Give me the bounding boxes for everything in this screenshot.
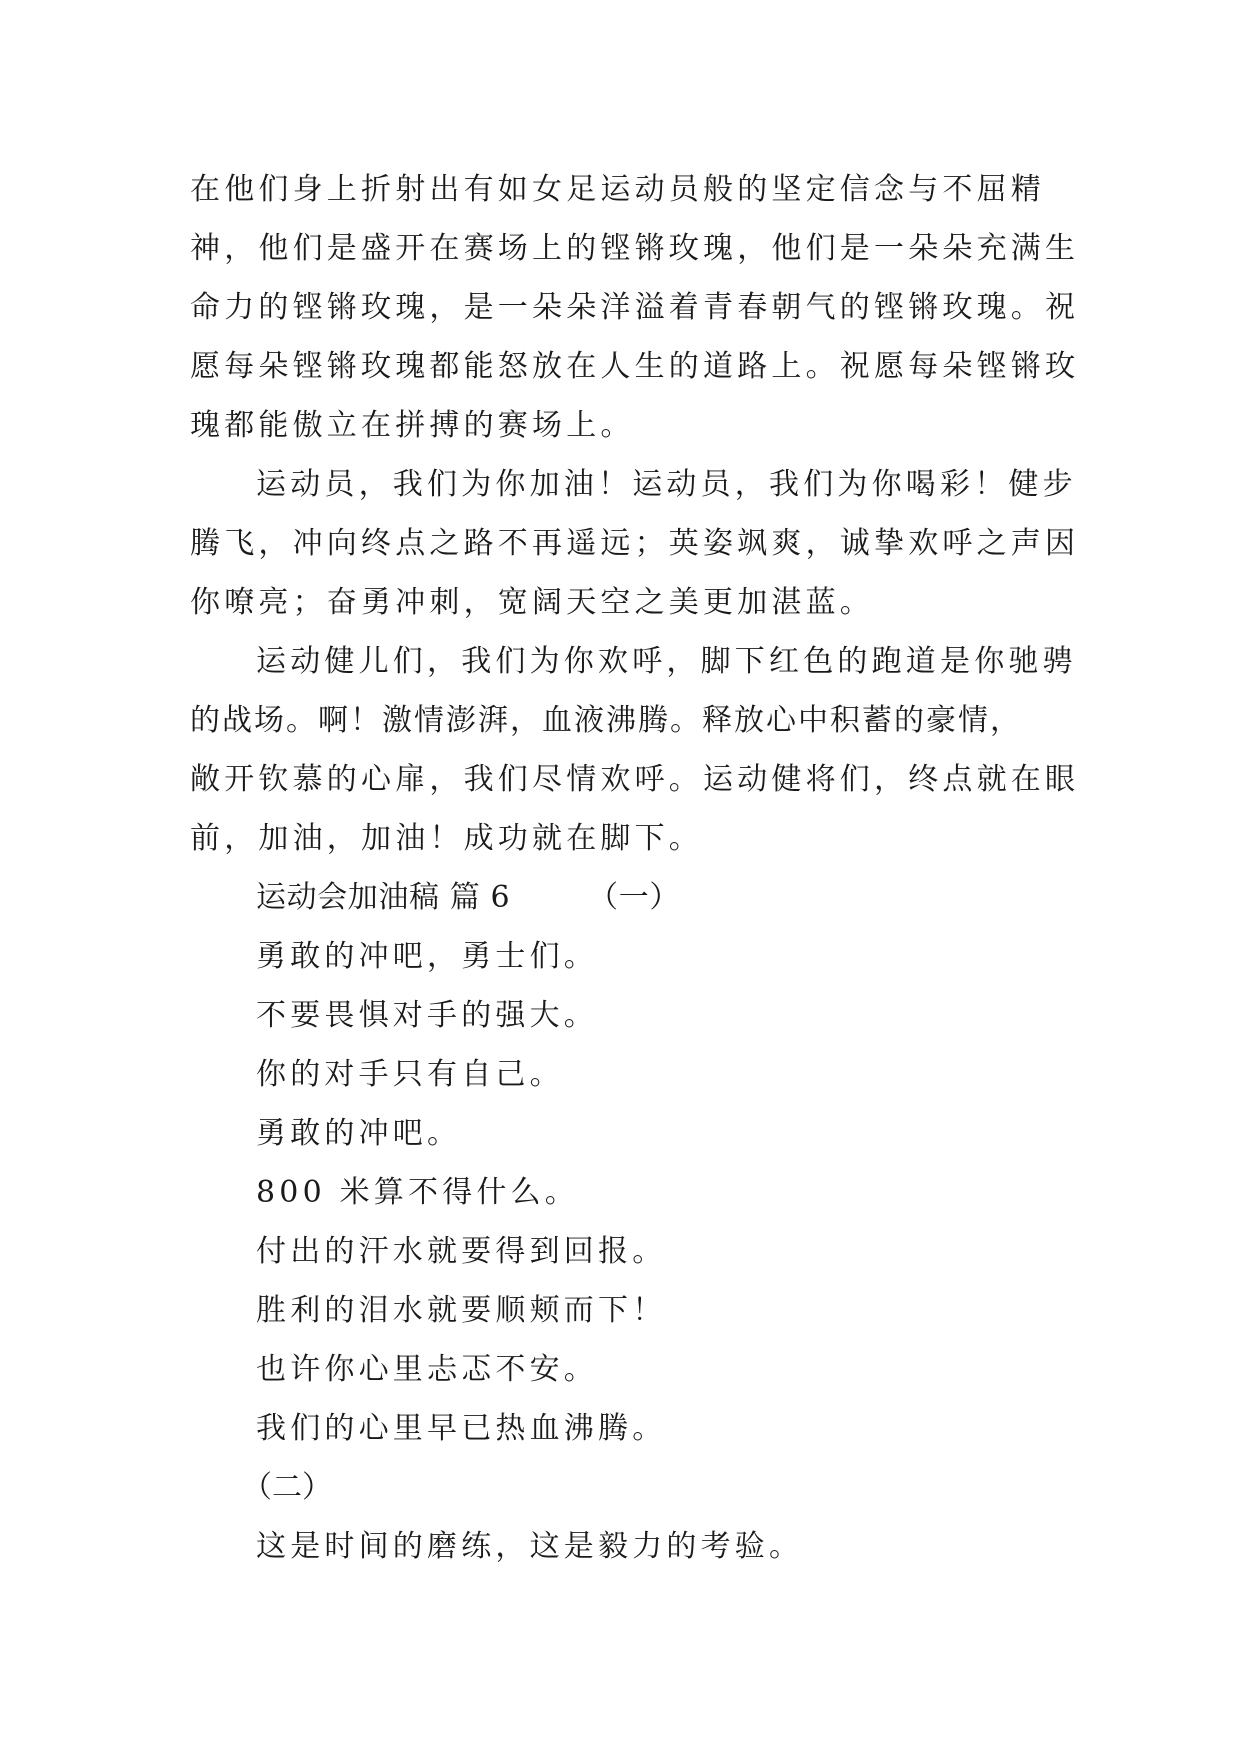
- poem-line: 胜利的泪水就要顺颊而下！: [256, 1293, 667, 1328]
- section-part-label: （一）: [588, 880, 680, 915]
- paragraph-3: [190, 632, 1080, 868]
- text-line: 瑰都能傲立在拼搏的赛场上。: [190, 408, 635, 443]
- poem-line: 勇敢的冲吧，勇士们。: [256, 939, 598, 974]
- text-line: 在他们身上折射出有如女足运动员般的坚定信念与不屈精: [190, 172, 1045, 207]
- text-line: 运动健儿们，我们为你欢呼，脚下红色的跑道是你驰骋: [256, 644, 1077, 679]
- document-body: [190, 160, 1080, 1576]
- text-line: 你嘹亮；奋勇冲刺，宽阔天空之美更加湛蓝。: [190, 585, 874, 620]
- text-line: 腾飞，冲向终点之路不再遥远；英姿飒爽，诚挚欢呼之声因: [190, 526, 1080, 561]
- text-line: 命力的铿锵玫瑰，是一朵朵洋溢着青春朝气的铿锵玫瑰。祝: [190, 290, 1080, 325]
- text-line: 神，他们是盛开在赛场上的铿锵玫瑰，他们是一朵朵充满生: [190, 231, 1080, 266]
- poem-part-2: [190, 1517, 1070, 1576]
- text-line: 的战场。啊！激情澎湃，血液沸腾。释放心中积蓄的豪情，: [190, 703, 1022, 738]
- part-2-label: （二）: [242, 1470, 332, 1505]
- text-line: 运动员，我们为你加油！运动员，我们为你喝彩！健步: [256, 467, 1077, 502]
- paragraph-2: [190, 455, 1080, 632]
- section-heading: [190, 868, 1070, 927]
- section-title: 运动会加油稿 篇 6: [256, 880, 511, 915]
- poem-line: 勇敢的冲吧。: [256, 1116, 462, 1151]
- poem-line: 也许你心里忐忑不安。: [256, 1352, 598, 1387]
- text-line: 敞开钦慕的心扉，我们尽情欢呼。运动健将们，终点就在眼: [190, 762, 1080, 797]
- poem-line: 我们的心里早已热血沸腾。: [256, 1411, 667, 1446]
- poem-part-1: [190, 927, 1070, 1458]
- text-line: 前，加油，加油！成功就在脚下。: [190, 821, 703, 856]
- text-line: 愿每朵铿锵玫瑰都能怒放在人生的道路上。祝愿每朵铿锵玫: [190, 349, 1080, 384]
- poem-line: 这是时间的磨练，这是毅力的考验。: [256, 1529, 804, 1564]
- poem-line: 你的对手只有自己。: [256, 1057, 564, 1092]
- poem-line: 800 米算不得什么。: [256, 1175, 579, 1210]
- poem-line: 付出的汗水就要得到回报。: [256, 1234, 667, 1269]
- poem-line: 不要畏惧对手的强大。: [256, 998, 598, 1033]
- paragraph-1: [190, 160, 1080, 455]
